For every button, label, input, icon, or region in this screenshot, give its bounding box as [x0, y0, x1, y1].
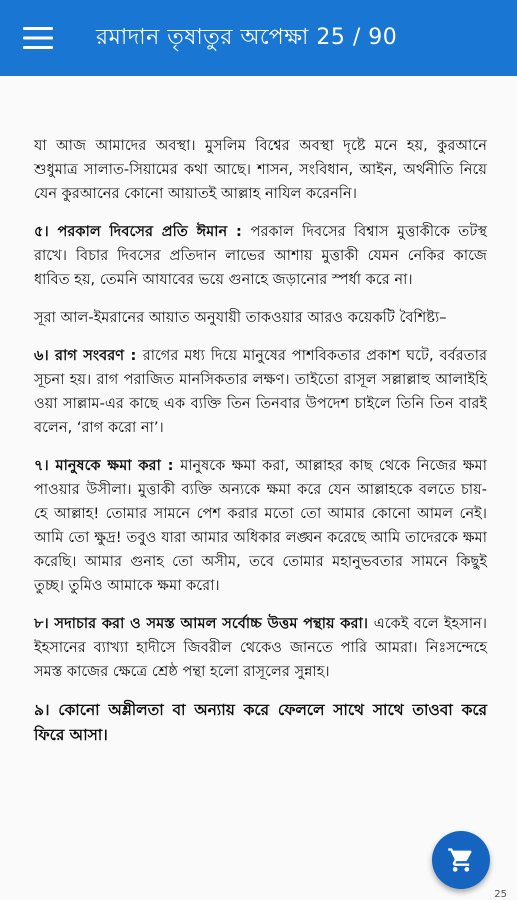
paragraph-point-6 [34, 344, 487, 440]
paragraph-text: একেই বলে ইহসান। ইহসানের ব্যাখ্যা হাদীসে জিবরীল থেকেও জানতে পারি আমরা। নিঃসন্দেহে সমস্ত কাজের ক্ষেত্রে শ্রেষ্ঠ পন্থা হলো রাসূলের সুন্নাহ। [34, 615, 487, 680]
paragraph-transition [34, 306, 487, 330]
paragraph-intro [34, 134, 487, 206]
cart-fab-button[interactable] [432, 831, 490, 889]
paragraph-text: সূরা আল-ইমরানের আয়াত অনুযায়ী তাকওয়ার আরও কয়েকটি বৈশিষ্ট্য– [34, 309, 447, 326]
paragraph-text: যা আজ আমাদের অবস্থা। মুসলিম বিশ্বের অবস্থা দৃষ্টে মনে হয়, কুরআনে শুধুমাত্র সালাত-সিয়ামের কথা আছে। শাসন, সংবিধান, আইন, অর্থনীতি নিয়ে যেন কুরআনের কোনো আয়াতই আল্লাহ নাযিল করেননি। [34, 137, 487, 202]
paragraph-heading: ৫। পরকাল দিবসের প্রতি ঈমান : [34, 223, 251, 240]
paragraph-point-8 [34, 612, 487, 684]
page-title: রমাদান তৃষাতুর অপেক্ষা 25 / 90 [96, 24, 398, 50]
page-number: 25 [494, 889, 507, 900]
shopping-cart-icon [447, 846, 475, 874]
paragraph-heading: ৮। সদাচার করা ও সমস্ত আমল সর্বোচ্চ উত্তম পন্থায় করা। [34, 615, 374, 632]
paragraph-point-9-heading: ৯। কোনো অশ্লীলতা বা অন্যায় করে ফেললে সাথে সাথে তাওবা করে ফিরে আসা। [34, 701, 487, 744]
reading-content[interactable] [0, 76, 517, 900]
paragraph-text: রাগের মধ্য দিয়ে মানুষের পাশবিকতার প্রকাশ ঘটে, বর্বরতার সূচনা হয়। রাগ পরাজিত মানসিকতার লক্ষণ। তাইতো রাসূল সল্লাল্লাহু আলাইহি ওয়া সাল্লাম-এর কাছে এক ব্যক্তি তিন তিনবার উপদেশ চাইলে তিনি তিন বারই বলেন, ‘রাগ করো না’। [34, 347, 487, 436]
paragraph-heading: ৭। মানুষকে ক্ষমা করা : [34, 457, 181, 474]
hamburger-menu-icon [23, 27, 53, 49]
paragraph-text: পরকাল দিবসের বিশ্বাস মুত্তাকীকে তটস্থ রাখে। বিচার দিবসের প্রতিদান লাভের আশায় মুত্তাকী যেমন নেকির কাজে ধাবিত হয়, তেমনি আযাবের ভয়ে গুনাহে জড়ানোর স্পর্ধা করে না। [34, 223, 487, 288]
paragraph-text: মানুষকে ক্ষমা করা, আল্লাহর কাছ থেকে নিজের ক্ষমা পাওয়ার উসীলা। মুত্তাকী ব্যক্তি অন্যকে ক্ষমা করে যেন আল্লাহকে বলতে চায়- হে আল্লাহ! তোমার সামনে পেশ করার মতো তো আমার কোনো আমল নেই। আমি তো ক্ষুদ্র! তবুও যারা আমার অধিকার লঙ্ঘন করেছে আমি তাদেরকে ক্ষমা করেছি। আমার গুনাহ তো অসীম, তবে তোমার মহানুভবতার সামনে কিছুই তুচ্ছ। তুমিও আমাকে ক্ষমা করো। [34, 457, 487, 594]
app-bar [0, 0, 517, 76]
paragraph-point-5 [34, 220, 487, 292]
paragraph-point-7 [34, 454, 487, 598]
paragraph-heading: ৬। রাগ সংবরণ : [34, 347, 143, 364]
menu-button[interactable] [0, 0, 76, 76]
